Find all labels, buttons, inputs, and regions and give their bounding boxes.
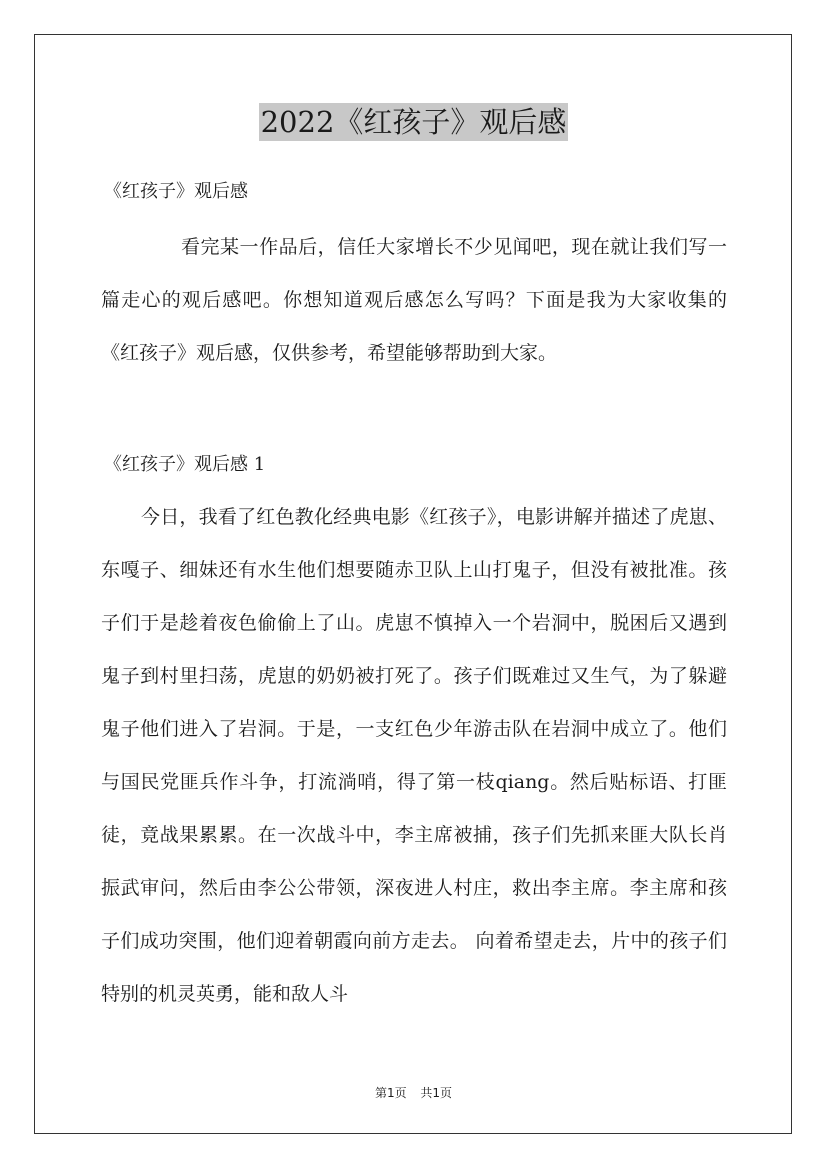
document-subtitle: 《红孩子》观后感: [104, 181, 248, 202]
section-body-paragraph: 今日，我看了红色教化经典电影《红孩子》，电影讲解并描述了虎崽、东嘎子、细妹还有水生他们想要随赤卫队上山打鬼子，但没有被批准。孩子们于是趁着夜色偷偷上了山。虎崽不慎掉入一个岩洞中，脱困后又遇到鬼子到村里扫荡，虎崽的奶奶被打死了。孩子们既难过又生气，为了躲避鬼子他们进入了岩洞。于是，一支红色少年游击队在岩洞中成立了。他们与国民党匪兵作斗争，打流淌哨，得了第一枝qiang。然后贴标语、打匪徒，竟战果累累。在一次战斗中，李主席被捕，孩子们先抓来匪大队长肖振武审问，然后由李公公带领，深夜进人村庄，救出李主席。李主席和孩子们成功突围，他们迎着朝霞向前方走去。 向着希望走去，片中的孩子们特别的机灵英勇，能和敌人斗: [101, 506, 727, 1005]
intro-paragraph: 看完某一作品后，信任大家增长不少见闻吧，现在就让我们写一篇走心的观后感吧。你想知道观后感怎么写吗？下面是我为大家收集的《红孩子》观后感，仅供参考，希望能够帮助到大家。: [101, 236, 727, 364]
page-footer: [0, 1084, 827, 1101]
document-title: 2022《红孩子》观后感: [260, 105, 567, 139]
page-number: 第1页: [374, 1086, 407, 1100]
page-total: 共1页: [420, 1086, 453, 1100]
section-heading: 《红孩子》观后感 1: [104, 454, 266, 475]
document-title-wrap: [0, 100, 827, 144]
